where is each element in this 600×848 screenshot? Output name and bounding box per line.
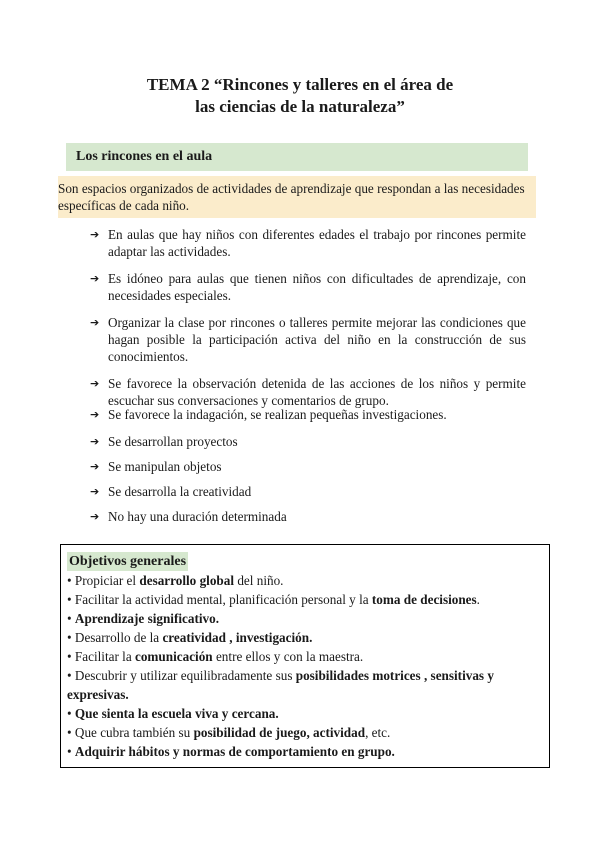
- section-heading: Los rincones en el aula: [66, 143, 528, 171]
- list-item: [90, 375, 526, 409]
- title-line-2: las ciencias de la naturaleza”: [195, 97, 405, 116]
- objective-item: [67, 704, 541, 723]
- objective-bold-text: Que sienta la escuela viva y cercana.: [74, 706, 279, 721]
- objective-text: Descubrir y utilizar equilibradamente sus: [74, 668, 296, 683]
- bullet-icon: •: [67, 649, 72, 664]
- list-item-text: Se desarrolla la creatividad: [108, 484, 252, 499]
- bullet-icon: •: [67, 706, 72, 721]
- objective-text-suffix: entre ellos y con la maestra.: [212, 649, 364, 664]
- objective-text-suffix: .: [476, 592, 480, 607]
- objectives-list: [67, 571, 541, 761]
- bullet-icon: •: [67, 611, 72, 626]
- list-item-text: Organizar la clase por rincones o talleres permite mejorar las condiciones que hagan posible la participación activa del niño en la construcción de sus conocimientos.: [108, 315, 526, 364]
- objective-item: [67, 742, 541, 761]
- bullet-icon: •: [67, 592, 72, 607]
- objective-item: [67, 590, 541, 609]
- objective-item: [67, 666, 541, 704]
- arrow-icon: ➔: [90, 435, 100, 448]
- objective-item: [67, 723, 541, 742]
- definition-box: Son espacios organizados de actividades de aprendizaje que respondan a las necesidades específicas de cada niño.: [58, 176, 536, 218]
- arrow-icon: ➔: [90, 485, 100, 498]
- list-item-text: No hay una duración determinada: [108, 509, 287, 524]
- arrow-icon: ➔: [90, 228, 100, 241]
- objective-bold-text: Adquirir hábitos y normas de comportamiento en grupo.: [74, 744, 395, 759]
- bullet-list: [90, 226, 526, 525]
- list-item: [90, 458, 526, 475]
- bullet-icon: •: [67, 668, 72, 683]
- bullet-icon: •: [67, 630, 72, 645]
- list-item: [90, 270, 526, 304]
- arrow-icon: ➔: [90, 272, 100, 285]
- objective-text: Facilitar la: [74, 649, 135, 664]
- bullet-icon: •: [67, 573, 72, 588]
- arrow-icon: ➔: [90, 408, 100, 421]
- list-item: [90, 226, 526, 260]
- objective-text: Facilitar la actividad mental, planificación personal y la: [74, 592, 372, 607]
- objective-bold-text: Aprendizaje significativo.: [74, 611, 219, 626]
- objective-bold-text: toma de decisiones: [371, 592, 477, 607]
- objective-item: [67, 628, 541, 647]
- title-line-1: TEMA 2 “Rincones y talleres en el área de: [146, 75, 454, 94]
- objective-bold-text: posibilidades motrices , sensitivas y expresivas.: [67, 668, 494, 702]
- list-item: [90, 406, 526, 423]
- list-item-text: En aulas que hay niños con diferentes edades el trabajo por rincones permite adaptar las actividades.: [108, 227, 526, 259]
- list-item: [90, 508, 526, 525]
- objective-item: [67, 647, 541, 666]
- objectives-heading: Objetivos generales: [69, 554, 187, 569]
- list-item: [90, 433, 526, 450]
- objective-text-suffix: del niño.: [234, 573, 284, 588]
- list-item: [90, 483, 526, 500]
- objective-bold-text: desarrollo global: [139, 573, 235, 588]
- objectives-box: [60, 544, 550, 768]
- list-item: [90, 314, 526, 365]
- objective-text: Desarrollo de la: [74, 630, 163, 645]
- objective-bold-text: posibilidad de juego, actividad: [193, 725, 366, 740]
- list-item-text: Se favorece la observación detenida de las acciones de los niños y permite escuchar sus conversaciones y comentarios de grupo.: [108, 376, 526, 408]
- list-item-text: Se manipulan objetos: [108, 459, 222, 474]
- objective-text: Propiciar el: [74, 573, 140, 588]
- objective-item: [67, 609, 541, 628]
- objective-bold-text: creatividad , investigación.: [162, 630, 313, 645]
- bullet-icon: •: [67, 725, 72, 740]
- objective-item: [67, 571, 541, 590]
- arrow-icon: ➔: [90, 510, 100, 523]
- list-item-text: Se desarrollan proyectos: [108, 434, 238, 449]
- list-item-text: Se favorece la indagación, se realizan pequeñas investigaciones.: [108, 407, 447, 422]
- list-item-text: Es idóneo para aulas que tienen niños con dificultades de aprendizaje, con necesidades especiales.: [108, 271, 526, 303]
- objective-bold-text: comunicación: [134, 649, 213, 664]
- arrow-icon: ➔: [90, 316, 100, 329]
- arrow-icon: ➔: [90, 377, 100, 390]
- bullet-icon: •: [67, 744, 72, 759]
- page-title: [0, 74, 600, 118]
- arrow-icon: ➔: [90, 460, 100, 473]
- objective-text: Que cubra también su: [74, 725, 194, 740]
- objective-text-suffix: , etc.: [365, 725, 391, 740]
